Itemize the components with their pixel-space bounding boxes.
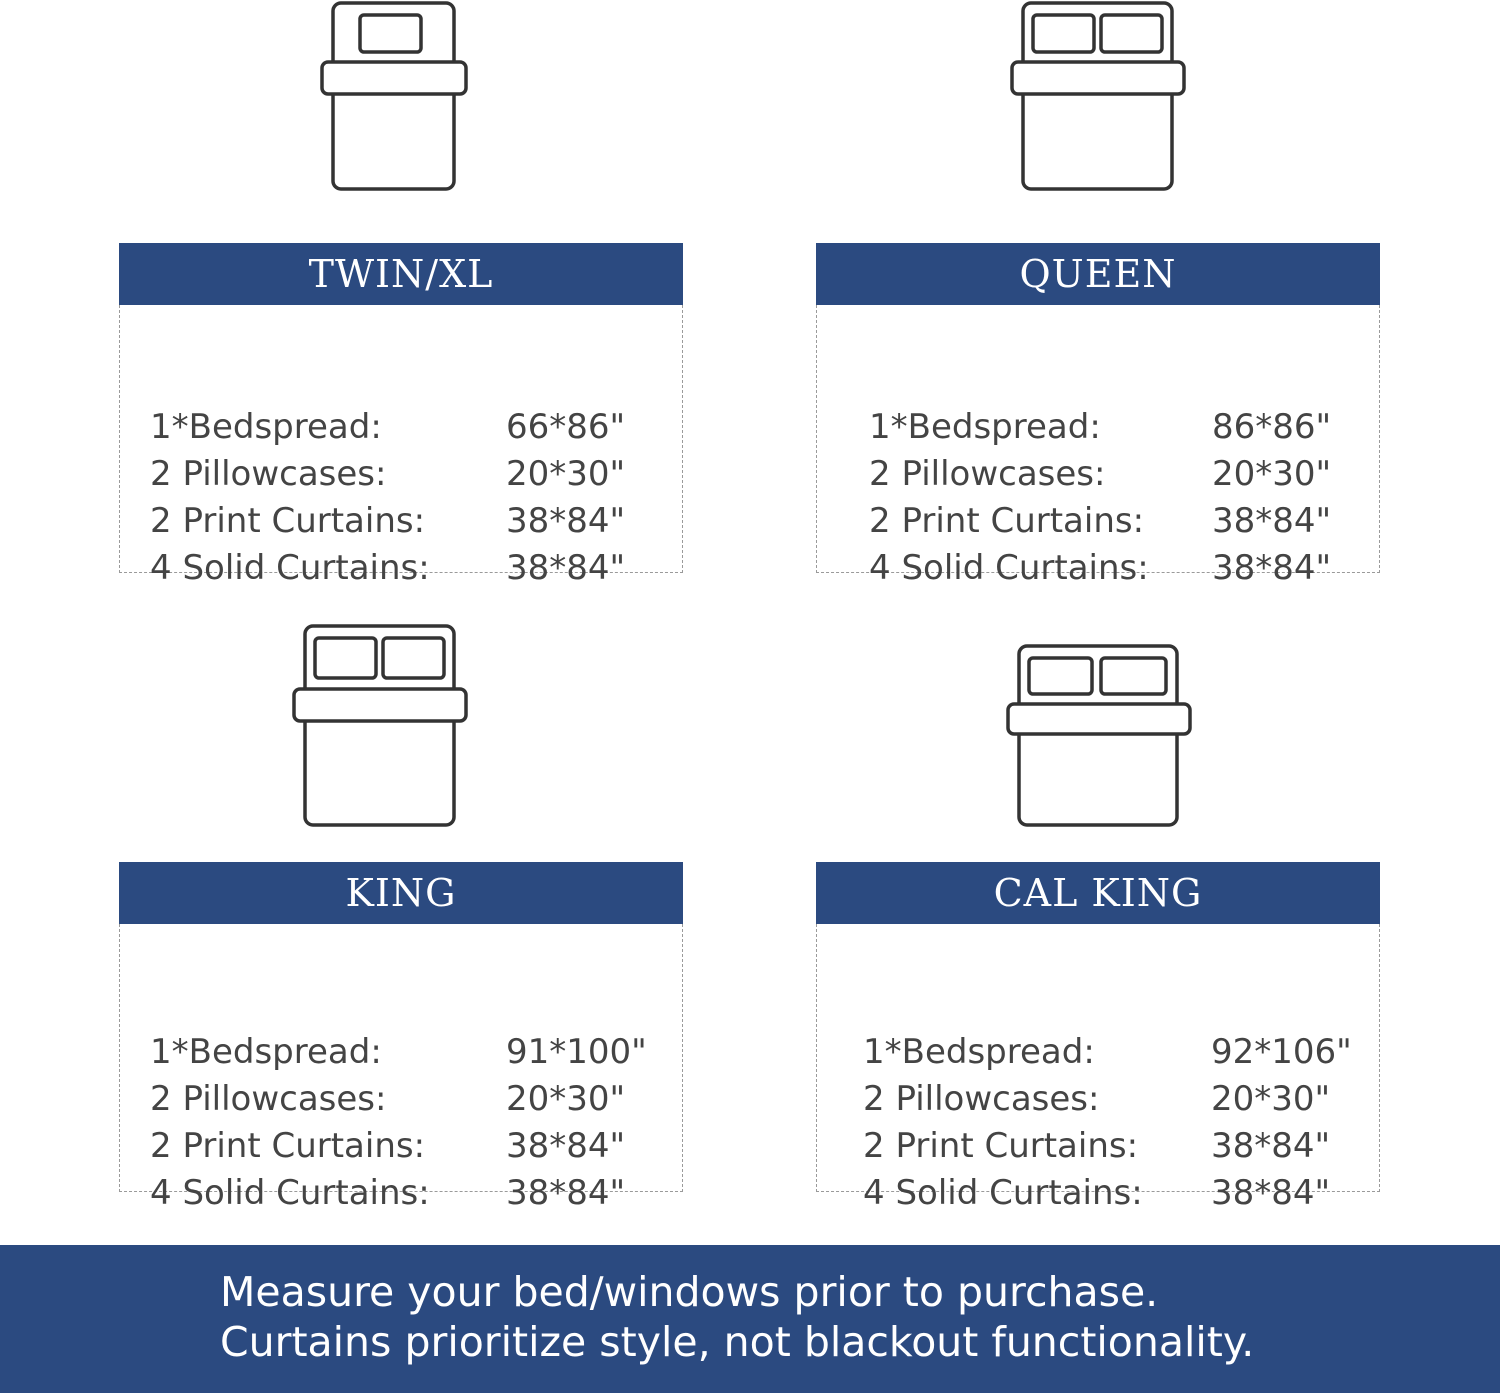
size-specs: [816, 305, 1380, 588]
size-title: TWIN/XL: [119, 243, 683, 305]
spec-label: 4 Solid Curtains:: [863, 1173, 1143, 1213]
footer-notice-banner: [0, 1245, 1500, 1393]
king-size-card: [119, 862, 683, 1213]
size-title: QUEEN: [816, 243, 1380, 305]
cal-king-bed-icon: [1004, 643, 1194, 829]
spec-label: 2 Print Curtains:: [869, 501, 1145, 541]
twin-xl-size-card: [119, 243, 683, 588]
spec-label: 2 Print Curtains:: [150, 501, 426, 541]
spec-value: 38*84": [1212, 548, 1332, 588]
spec-value: 38*84": [1211, 1126, 1331, 1166]
size-specs: [119, 924, 683, 1213]
spec-value: 92*106": [1211, 1032, 1352, 1072]
size-specs: [816, 924, 1380, 1213]
queen-bed-icon: [1008, 0, 1190, 194]
spec-value: 66*86": [506, 407, 626, 447]
spec-label: 1*Bedspread:: [869, 407, 1101, 447]
cal-king-size-card: [816, 862, 1380, 1213]
size-specs: [119, 305, 683, 588]
spec-value: 38*84": [506, 548, 626, 588]
spec-value: 38*84": [506, 1126, 626, 1166]
twin-bed-icon: [318, 0, 470, 194]
spec-value: 20*30": [1211, 1079, 1331, 1119]
spec-label: 4 Solid Curtains:: [150, 548, 430, 588]
spec-label: 4 Solid Curtains:: [869, 548, 1149, 588]
footer-notice-line-1: Measure your bed/windows prior to purchase.: [220, 1268, 1159, 1316]
queen-size-card: [816, 243, 1380, 588]
spec-label: 2 Pillowcases:: [863, 1079, 1100, 1119]
spec-label: 2 Pillowcases:: [150, 1079, 387, 1119]
spec-label: 1*Bedspread:: [863, 1032, 1095, 1072]
spec-value: 38*84": [1212, 501, 1332, 541]
size-title: CAL KING: [816, 862, 1380, 924]
size-title: KING: [119, 862, 683, 924]
spec-value: 20*30": [506, 454, 626, 494]
spec-label: 1*Bedspread:: [150, 1032, 382, 1072]
spec-label: 1*Bedspread:: [150, 407, 382, 447]
spec-value: 86*86": [1212, 407, 1332, 447]
spec-label: 2 Print Curtains:: [863, 1126, 1139, 1166]
spec-value: 38*84": [1211, 1173, 1331, 1213]
spec-value: 91*100": [506, 1032, 647, 1072]
spec-label: 2 Pillowcases:: [150, 454, 387, 494]
spec-value: 20*30": [1212, 454, 1332, 494]
spec-label: 2 Pillowcases:: [869, 454, 1106, 494]
spec-label: 2 Print Curtains:: [150, 1126, 426, 1166]
spec-value: 38*84": [506, 501, 626, 541]
footer-notice-line-2: Curtains prioritize style, not blackout functionality.: [220, 1318, 1255, 1366]
spec-value: 20*30": [506, 1079, 626, 1119]
king-bed-icon: [290, 623, 470, 829]
spec-label: 4 Solid Curtains:: [150, 1173, 430, 1213]
spec-value: 38*84": [506, 1173, 626, 1213]
